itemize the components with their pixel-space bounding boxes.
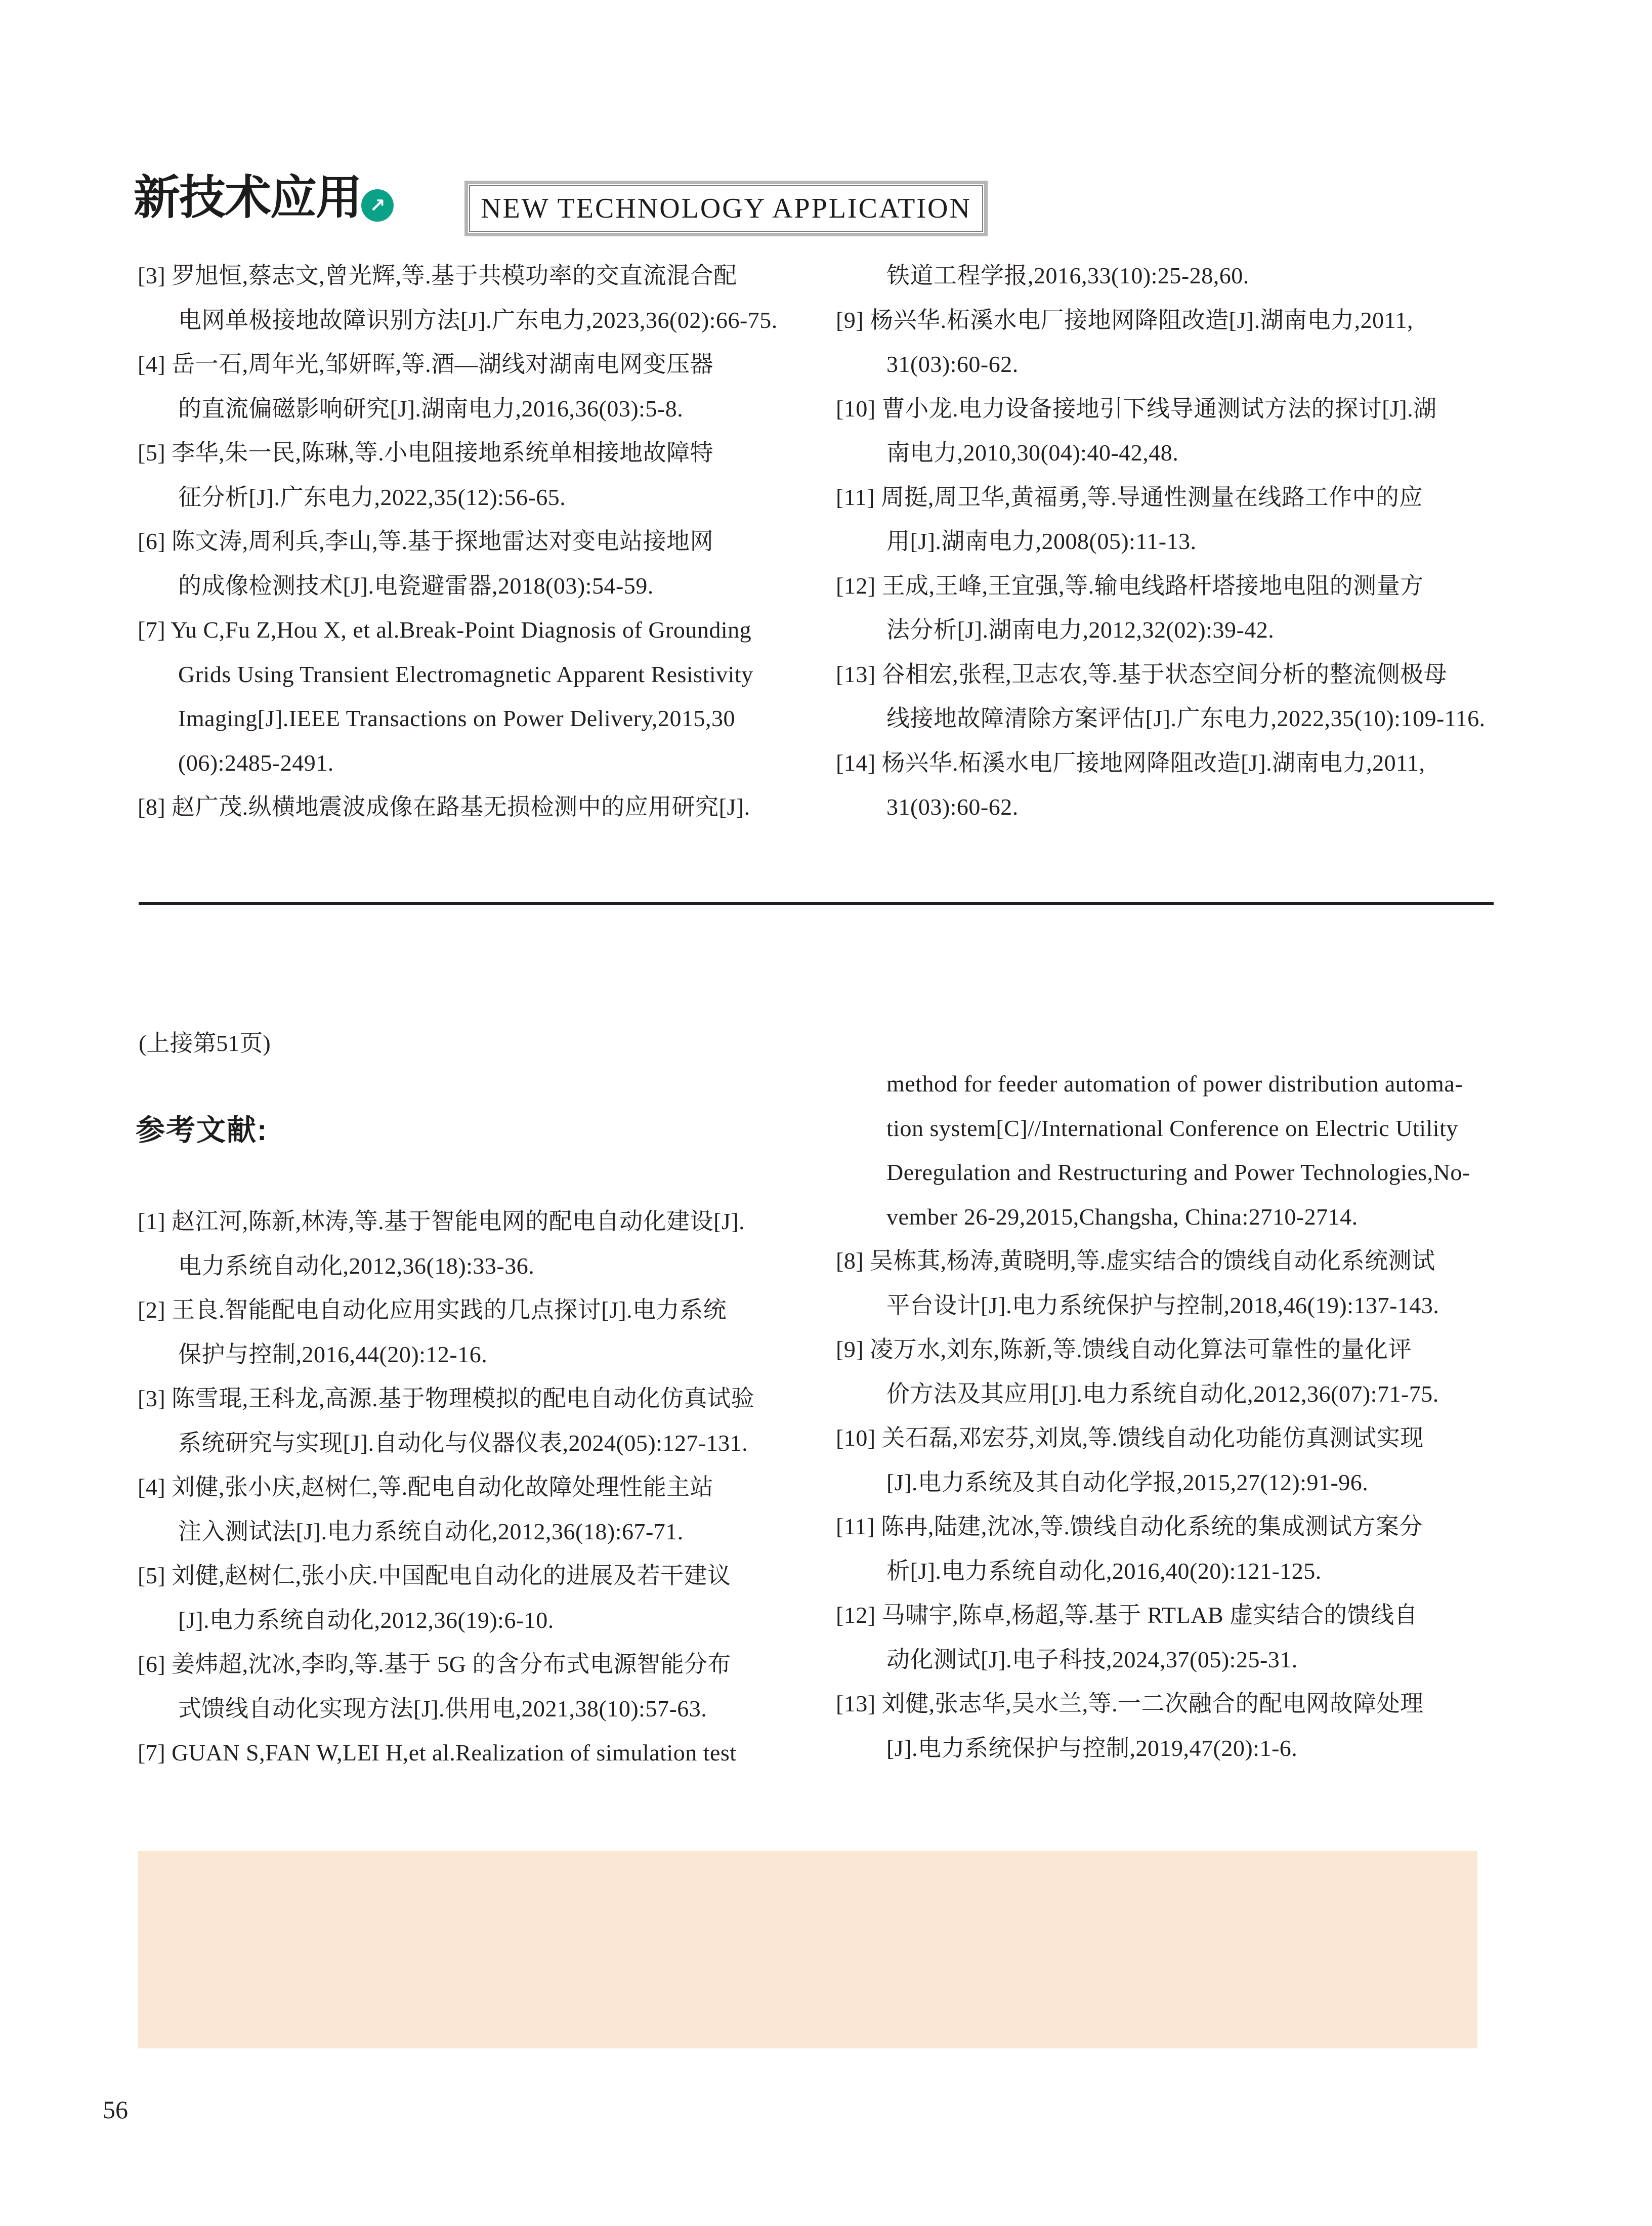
ref-line: [3] 陈雪琨,王科龙,高源.基于物理模拟的配电自动化仿真试验: [138, 1385, 755, 1411]
ref-line: Imaging[J].IEEE Transactions on Power Delivery,2015,30: [178, 705, 736, 731]
ref-line: [13] 谷相宏,张程,卫志农,等.基于状态空间分析的整流侧极母: [836, 661, 1448, 687]
ref-line: [13] 刘健,张志华,吴水兰,等.一二次融合的配电网故障处理: [836, 1691, 1424, 1716]
ref-line: 用[J].湖南电力,2008(05):11-13.: [886, 528, 1197, 554]
ref-line: 系统研究与实现[J].自动化与仪器仪表,2024(05):127-131.: [178, 1430, 748, 1456]
ref-line: [5] 李华,朱一民,陈琳,等.小电阻接地系统单相接地故障特: [138, 440, 714, 466]
arrow-up-right-icon: ↗: [369, 194, 386, 217]
ref-line: 式馈线自动化实现方法[J].供用电,2021,38(10):57-63.: [178, 1695, 707, 1721]
page-number: 56: [103, 2095, 128, 2124]
ref-line: 铁道工程学报,2016,33(10):25-28,60.: [886, 263, 1249, 288]
ref-line: 31(03):60-62.: [886, 794, 1019, 820]
ref-line: [3] 罗旭恒,蔡志文,曾光辉,等.基于共模功率的交直流混合配: [138, 263, 737, 288]
ref-line: [4] 刘健,张小庆,赵树仁,等.配电自动化故障处理性能主站: [138, 1474, 714, 1500]
ref-line: [2] 王良.智能配电自动化应用实践的几点探讨[J].电力系统: [138, 1297, 727, 1323]
ref-line: [10] 关石磊,邓宏芬,刘岚,等.馈线自动化功能仿真测试实现: [836, 1425, 1424, 1451]
ref-line: 的成像检测技术[J].电瓷避雷器,2018(03):54-59.: [178, 572, 654, 599]
ref-line: 法分析[J].湖南电力,2012,32(02):39-42.: [886, 617, 1275, 643]
ref-line: [9] 凌万水,刘东,陈新,等.馈线自动化算法可靠性的量化评: [836, 1336, 1412, 1362]
ref-line: 31(03):60-62.: [886, 351, 1019, 377]
arrow-badge: [361, 189, 394, 222]
ref-line: 平台设计[J].电力系统保护与控制,2018,46(19):137-143.: [886, 1292, 1439, 1318]
header-box-inner: [469, 185, 983, 232]
ref-line: tion system[C]//International Conference on Electric Utility: [886, 1115, 1458, 1141]
ref-line: 析[J].电力系统自动化,2016,40(20):121-125.: [886, 1558, 1322, 1584]
header-box: [464, 181, 988, 236]
ref-line: [J].电力系统保护与控制,2019,47(20):1-6.: [886, 1735, 1298, 1761]
ref-line: 电网单极接地故障识别方法[J].广东电力,2023,36(02):66-75.: [178, 307, 778, 333]
ref-line: [7] Yu C,Fu Z,Hou X, et al.Break-Point Diagnosis of Grounding: [138, 617, 752, 643]
ref-line: [8] 赵广茂.纵横地震波成像在路基无损检测中的应用研究[J].: [138, 794, 750, 820]
ref-line: [12] 马啸宇,陈卓,杨超,等.基于 RTLAB 虚实结合的馈线自: [836, 1602, 1418, 1628]
ref-line: [14] 杨兴华.柘溪水电厂接地网降阻改造[J].湖南电力,2011,: [836, 749, 1425, 776]
ref-line: 动化测试[J].电子科技,2024,37(05):25-31.: [886, 1646, 1298, 1672]
ref-line: 价方法及其应用[J].电力系统自动化,2012,36(07):71-75.: [886, 1380, 1439, 1407]
ref-line: [10] 曹小龙.电力设备接地引下线导通测试方法的探讨[J].湖: [836, 395, 1437, 422]
header-box-label: NEW TECHNOLOGY APPLICATION: [481, 193, 971, 224]
continued-from-note: (上接第51页): [139, 1030, 271, 1056]
ref-line: 电力系统自动化,2012,36(18):33-36.: [178, 1252, 535, 1279]
ref-line: [9] 杨兴华.柘溪水电厂接地网降阻改造[J].湖南电力,2011,: [836, 307, 1413, 333]
ref-line: [12] 王成,王峰,王宜强,等.输电线路杆塔接地电阻的测量方: [836, 572, 1424, 599]
references-column-bottom-left: [138, 1199, 787, 1775]
ref-line: [6] 陈文涛,周利兵,李山,等.基于探地雷达对变电站接地网: [138, 528, 714, 554]
ref-line: [7] GUAN S,FAN W,LEI H,et al.Realization of simulation test: [138, 1740, 737, 1766]
ref-line: [8] 吴栋萁,杨涛,黄晓明,等.虚实结合的馈线自动化系统测试: [836, 1248, 1435, 1274]
references-column-bottom-right: [836, 1062, 1536, 1770]
ref-line: method for feeder automation of power distribution automa-: [886, 1071, 1463, 1097]
ref-line: 的直流偏磁影响研究[J].湖南电力,2016,36(03):5-8.: [178, 395, 684, 422]
ref-line: Grids Using Transient Electromagnetic Apparent Resistivity: [178, 661, 753, 687]
ref-line: [11] 陈冉,陆建,沈冰,等.馈线自动化系统的集成测试方案分: [836, 1514, 1423, 1539]
ref-line: [11] 周挺,周卫华,黄福勇,等.导通性测量在线路工作中的应: [836, 484, 1423, 510]
ref-line: Deregulation and Restructuring and Power Technologies,No-: [886, 1159, 1470, 1185]
ref-line: 保护与控制,2016,44(20):12-16.: [178, 1341, 488, 1367]
ref-line: 注入测试法[J].电力系统自动化,2012,36(18):67-71.: [178, 1518, 684, 1544]
ref-line: [4] 岳一石,周年光,邹妍晖,等.酒—湖线对湖南电网变压器: [138, 351, 714, 377]
decorative-peach-panel: [138, 1851, 1477, 2048]
references-heading: 参考文献:: [136, 1114, 268, 1147]
ref-line: [6] 姜炜超,沈冰,李昀,等.基于 5G 的含分布式电源智能分布: [138, 1651, 731, 1677]
ref-line: [J].电力系统及其自动化学报,2015,27(12):91-96.: [886, 1469, 1369, 1495]
references-column-top-left: [138, 254, 787, 829]
page-title: 新技术应用: [134, 172, 362, 224]
ref-line: [1] 赵江河,陈新,林涛,等.基于智能电网的配电自动化建设[J].: [138, 1208, 745, 1234]
references-column-top-right: [836, 254, 1536, 829]
ref-line: [5] 刘健,赵树仁,张小庆.中国配电自动化的进展及若干建议: [138, 1563, 731, 1588]
ref-line: vember 26-29,2015,Changsha, China:2710-2714.: [886, 1203, 1358, 1230]
ref-line: [J].电力系统自动化,2012,36(19):6-10.: [178, 1607, 554, 1633]
ref-line: 线接地故障清除方案评估[J].广东电力,2022,35(10):109-116.: [886, 705, 1486, 731]
ref-line: (06):2485-2491.: [178, 749, 334, 776]
section-divider: [139, 902, 1494, 905]
ref-line: 征分析[J].广东电力,2022,35(12):56-65.: [178, 484, 566, 510]
ref-line: 南电力,2010,30(04):40-42,48.: [886, 440, 1179, 466]
